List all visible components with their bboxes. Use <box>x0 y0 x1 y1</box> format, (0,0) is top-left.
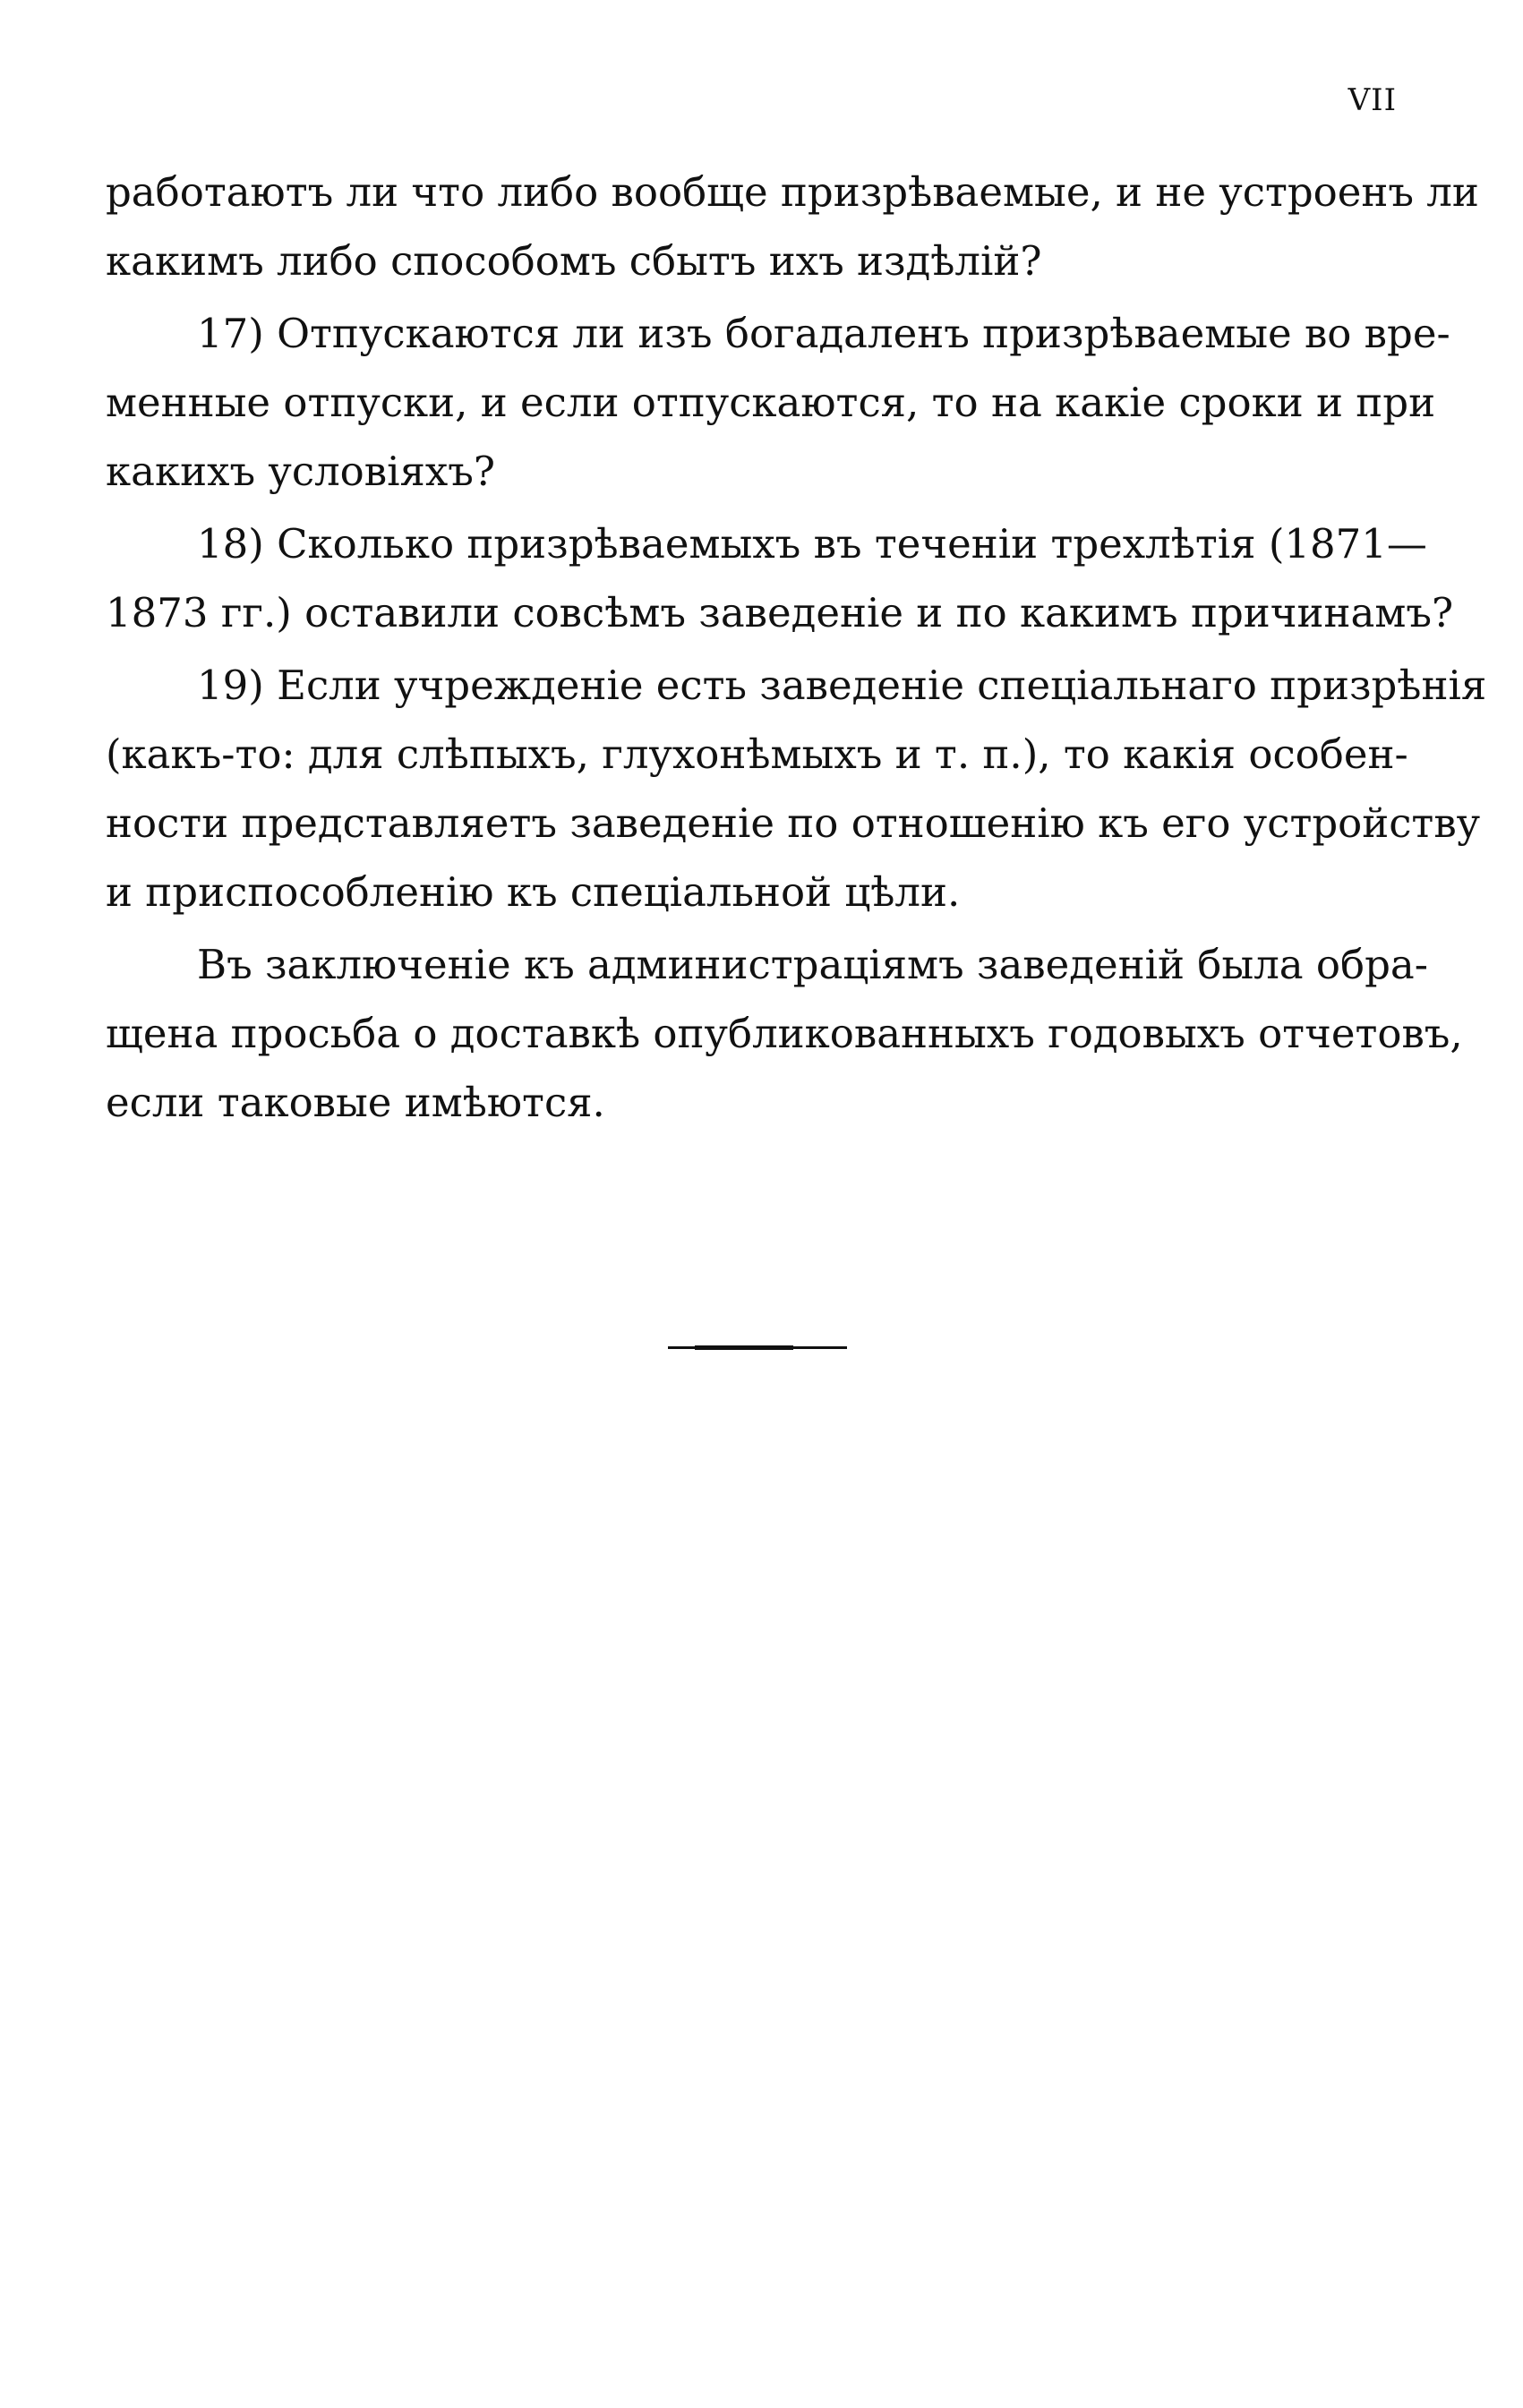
text-line: 17) Отпускаются ли изъ богадаленъ призрѣваемые во вре- <box>197 310 1450 357</box>
text-line: работаютъ ли что либо вообще призрѣваемые, и не устроенъ ли <box>106 168 1479 216</box>
text-line: и приспособленію къ спеціальной цѣли. <box>106 868 961 916</box>
page-number: VII <box>1348 82 1397 118</box>
text-line: если таковые имѣются. <box>106 1079 605 1126</box>
body-text <box>106 158 1487 1137</box>
text-line: (какъ-то: для слѣпыхъ, глухонѣмыхъ и т. п.), то какія особен- <box>106 730 1408 778</box>
paragraph-continuation <box>106 158 1479 295</box>
text-line: менные отпуски, и если отпускаются, то на какіе сроки и при <box>106 379 1436 426</box>
paragraph-item-19 <box>106 651 1487 926</box>
paragraph-item-18 <box>106 509 1454 647</box>
text-line: какихъ условіяхъ? <box>106 448 495 495</box>
text-line: какимъ либо способомъ сбытъ ихъ издѣлій? <box>106 237 1042 285</box>
text-line: ности представляетъ заведеніе по отношенію къ его устройству <box>106 799 1481 847</box>
section-end-rule <box>668 1346 847 1349</box>
text-line: щена просьба о доставкѣ опубликованныхъ годовыхъ отчетовъ, <box>106 1010 1463 1057</box>
text-line: 1873 гг.) оставили совсѣмъ заведеніе и по какимъ причинамъ? <box>106 589 1454 636</box>
text-line: 19) Если учрежденіе есть заведеніе спеціальнаго призрѣнія <box>197 662 1487 709</box>
paragraph-conclusion <box>106 930 1463 1137</box>
paragraph-item-17 <box>106 299 1450 506</box>
text-line: Въ заключеніе къ администраціямъ заведеній была обра- <box>197 941 1428 988</box>
text-line: 18) Сколько призрѣваемыхъ въ теченіи трехлѣтія (1871— <box>197 520 1427 568</box>
